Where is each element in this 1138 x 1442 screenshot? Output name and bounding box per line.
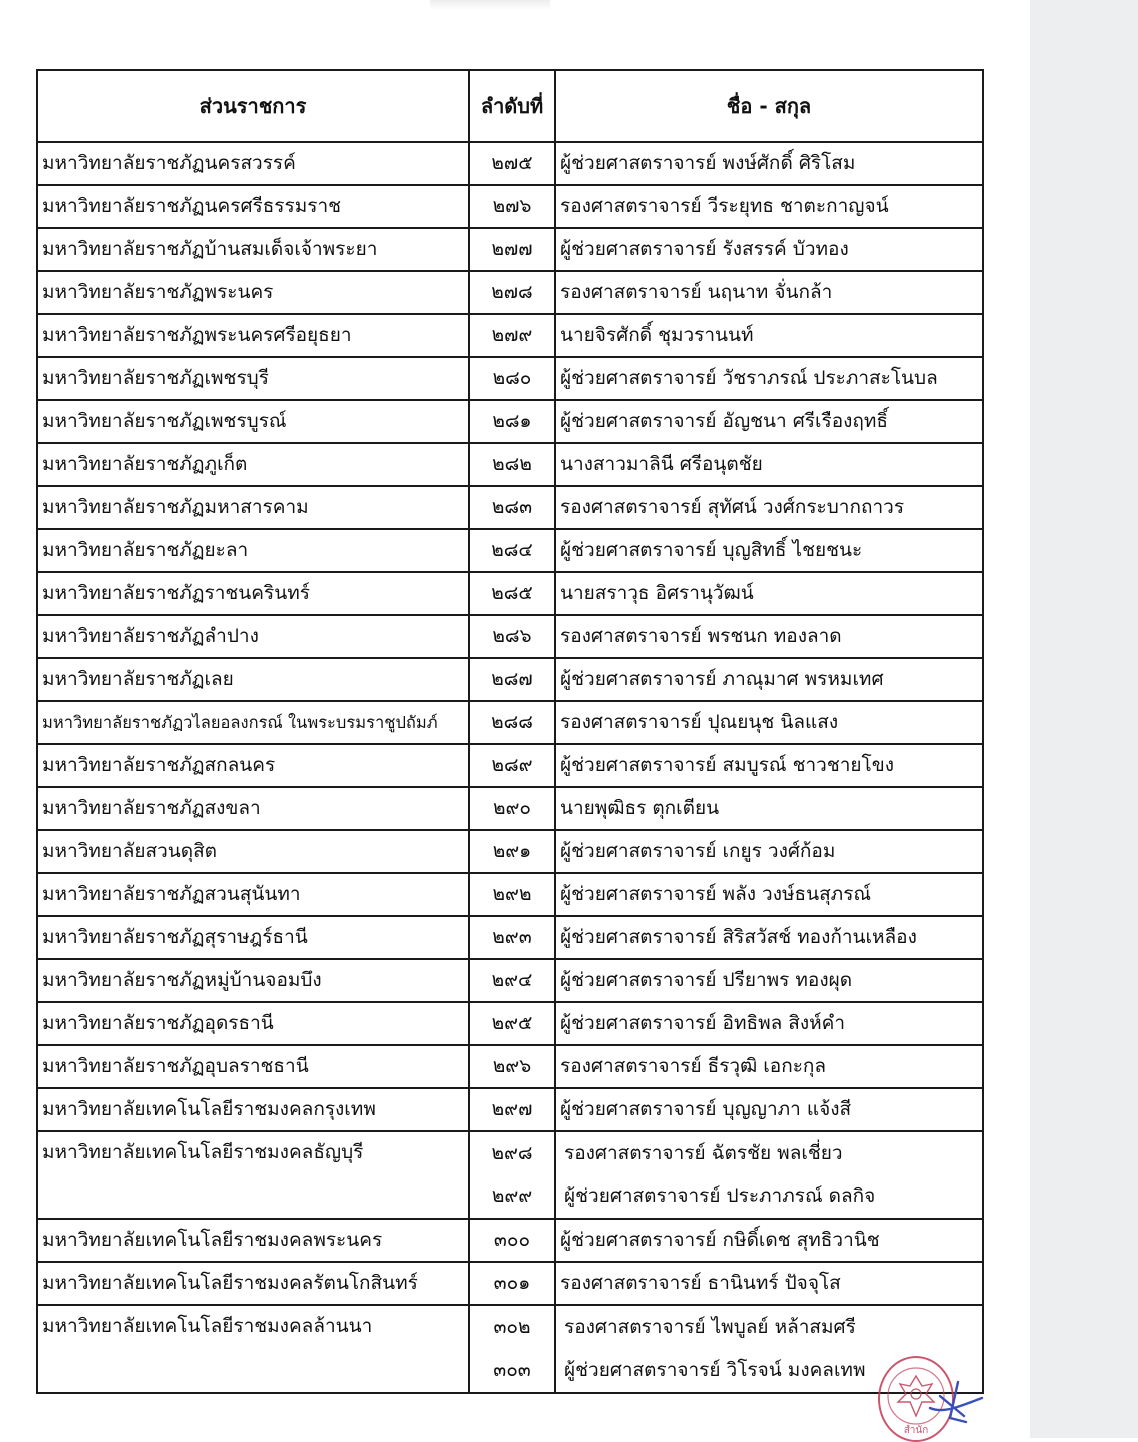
entry-number: ๓๐๓ (493, 1359, 531, 1381)
number-cell: ๒๙๒ (469, 873, 555, 916)
number-cell: ๒๙๔ (469, 959, 555, 1002)
person-cell: นายสราวุธ อิศรานุวัฒน์ (555, 572, 983, 615)
person-cell: รองศาสตราจารย์ นฤนาท จั่นกล้า (555, 271, 983, 314)
scan-smudge (430, 0, 550, 10)
number-cell: ๓๐๐ (469, 1219, 555, 1262)
table-row (37, 830, 983, 873)
entry-name: รองศาสตราจารย์ ฉัตรชัย พลเชี่ยว (564, 1142, 843, 1164)
number-cell: ๒๗๙ (469, 314, 555, 357)
agency-cell: มหาวิทยาลัยราชภัฏสงขลา (37, 787, 469, 830)
table-row (37, 744, 983, 787)
table-body (37, 142, 983, 1393)
table-row (37, 1131, 983, 1219)
agency-cell: มหาวิทยาลัยราชภัฏพระนคร (37, 271, 469, 314)
entry-number: ๓๐๒ (493, 1316, 531, 1338)
number-cell: ๓๐๑ (469, 1262, 555, 1305)
table-row (37, 572, 983, 615)
agency-cell: มหาวิทยาลัยเทคโนโลยีราชมงคลล้านนา (37, 1305, 469, 1393)
table-row (37, 486, 983, 529)
agency-cell: มหาวิทยาลัยเทคโนโลยีราชมงคลกรุงเทพ (37, 1088, 469, 1131)
person-cell: ผู้ช่วยศาสตราจารย์ เกยูร วงศ์ก้อม (555, 830, 983, 873)
agency-cell: มหาวิทยาลัยราชภัฏภูเก็ต (37, 443, 469, 486)
appointment-table (36, 69, 984, 1394)
agency-cell: มหาวิทยาลัยราชภัฏมหาสารคาม (37, 486, 469, 529)
person-cell: ผู้ช่วยศาสตราจารย์ บุญสิทธิ์ ไชยชนะ (555, 529, 983, 572)
header-number: ลำดับที่ (469, 70, 555, 142)
entry-number: ๒๙๘ (491, 1142, 533, 1164)
agency-cell: มหาวิทยาลัยราชภัฏสวนสุนันทา (37, 873, 469, 916)
agency-cell: มหาวิทยาลัยราชภัฏสุราษฎร์ธานี (37, 916, 469, 959)
header-name: ชื่อ - สกุล (555, 70, 983, 142)
table-row (37, 1045, 983, 1088)
agency-cell: มหาวิทยาลัยราชภัฏลำปาง (37, 615, 469, 658)
person-cell: ผู้ช่วยศาสตราจารย์ พงษ์ศักดิ์ ศิริโสม (555, 142, 983, 185)
person-cell: รองศาสตราจารย์ สุทัศน์ วงศ์กระบากถาวร (555, 486, 983, 529)
agency-cell: มหาวิทยาลัยราชภัฏอุบลราชธานี (37, 1045, 469, 1088)
person-cell: ผู้ช่วยศาสตราจารย์ สมบูรณ์ ชาวชายโขง (555, 744, 983, 787)
agency-cell: มหาวิทยาลัยราชภัฏเพชรบุรี (37, 357, 469, 400)
number-cell: ๒๙๗ (469, 1088, 555, 1131)
table-row (37, 658, 983, 701)
number-cell: ๒๗๖ (469, 185, 555, 228)
agency-cell: มหาวิทยาลัยราชภัฏนครศรีธรรมราช (37, 185, 469, 228)
person-cell: ผู้ช่วยศาสตราจารย์ สิริสวัสช์ ทองก้านเหลือง (555, 916, 983, 959)
person-cell: รองศาสตราจารย์ ธานินทร์ ปัจจุโส (555, 1262, 983, 1305)
person-cell: ผู้ช่วยศาสตราจารย์ วัชราภรณ์ ประภาสะโนบล (555, 357, 983, 400)
number-cell (469, 1131, 555, 1219)
number-cell: ๒๙๕ (469, 1002, 555, 1045)
number-cell: ๒๘๕ (469, 572, 555, 615)
person-cell: นายจิรศักดิ์ ชุมวรานนท์ (555, 314, 983, 357)
number-cell: ๒๙๐ (469, 787, 555, 830)
entry-name: รองศาสตราจารย์ ไพบูลย์ หล้าสมศรี (564, 1316, 856, 1338)
person-cell: รองศาสตราจารย์ วีระยุทธ ชาตะกาญจน์ (555, 185, 983, 228)
number-cell: ๒๘๙ (469, 744, 555, 787)
person-cell: รองศาสตราจารย์ ธีรวุฒิ เอกะกุล (555, 1045, 983, 1088)
person-cell: รองศาสตราจารย์ พรชนก ทองลาด (555, 615, 983, 658)
table-row (37, 615, 983, 658)
table-row (37, 1002, 983, 1045)
table-row (37, 228, 983, 271)
table-row (37, 529, 983, 572)
number-cell: ๒๘๓ (469, 486, 555, 529)
person-cell: นายพุฒิธร ตุกเตียน (555, 787, 983, 830)
number-cell: ๒๘๘ (469, 701, 555, 744)
number-cell (469, 1305, 555, 1393)
person-cell (555, 1131, 983, 1219)
table-row (37, 142, 983, 185)
person-cell: ผู้ช่วยศาสตราจารย์ อัญชนา ศรีเรืองฤทธิ์ (555, 400, 983, 443)
agency-cell: มหาวิทยาลัยเทคโนโลยีราชมงคลธัญบุรี (37, 1131, 469, 1219)
table-row (37, 314, 983, 357)
table-row (37, 873, 983, 916)
table-row (37, 701, 983, 744)
entry-name: ผู้ช่วยศาสตราจารย์ ประภาภรณ์ ดลกิจ (564, 1185, 876, 1207)
number-cell: ๒๘๖ (469, 615, 555, 658)
agency-cell: มหาวิทยาลัยราชภัฏยะลา (37, 529, 469, 572)
entry-name: ผู้ช่วยศาสตราจารย์ วิโรจน์ มงคลเทพ (564, 1359, 866, 1381)
person-cell: นางสาวมาลินี ศรีอนุตชัย (555, 443, 983, 486)
table-row (37, 1219, 983, 1262)
person-cell: ผู้ช่วยศาสตราจารย์ กษิดิ์เดช สุทธิวานิช (555, 1219, 983, 1262)
person-cell: ผู้ช่วยศาสตราจารย์ ปรียาพร ทองผุด (555, 959, 983, 1002)
person-cell: ผู้ช่วยศาสตราจารย์ อิทธิพล สิงห์คำ (555, 1002, 983, 1045)
table-row (37, 400, 983, 443)
agency-cell: มหาวิทยาลัยราชภัฏนครสวรรค์ (37, 142, 469, 185)
seal-text: สำนัก (903, 1425, 929, 1436)
person-cell: ผู้ช่วยศาสตราจารย์ พลัง วงษ์ธนสุภรณ์ (555, 873, 983, 916)
table-row (37, 959, 983, 1002)
signature-icon (920, 1378, 986, 1426)
table-row (37, 1262, 983, 1305)
table-row (37, 1088, 983, 1131)
number-cell: ๒๙๑ (469, 830, 555, 873)
number-cell: ๒๙๖ (469, 1045, 555, 1088)
agency-cell: มหาวิทยาลัยราชภัฏราชนครินทร์ (37, 572, 469, 615)
table-row (37, 916, 983, 959)
number-cell: ๒๙๓ (469, 916, 555, 959)
entry-number: ๒๙๙ (491, 1185, 533, 1207)
table-row (37, 185, 983, 228)
person-cell: ผู้ช่วยศาสตราจารย์ ภาณุมาศ พรหมเทศ (555, 658, 983, 701)
agency-cell: มหาวิทยาลัยเทคโนโลยีราชมงคลพระนคร (37, 1219, 469, 1262)
table-row (37, 357, 983, 400)
number-cell: ๒๘๔ (469, 529, 555, 572)
person-cell: ผู้ช่วยศาสตราจารย์ บุญญาภา แจ้งสี (555, 1088, 983, 1131)
number-cell: ๒๗๕ (469, 142, 555, 185)
number-cell: ๒๗๘ (469, 271, 555, 314)
agency-cell: มหาวิทยาลัยสวนดุสิต (37, 830, 469, 873)
number-cell: ๒๘๑ (469, 400, 555, 443)
person-cell: รองศาสตราจารย์ ปุณยนุช นิลแสง (555, 701, 983, 744)
number-cell: ๒๘๗ (469, 658, 555, 701)
agency-cell: มหาวิทยาลัยราชภัฏอุดรธานี (37, 1002, 469, 1045)
agency-cell: มหาวิทยาลัยราชภัฏหมู่บ้านจอมบึง (37, 959, 469, 1002)
agency-cell: มหาวิทยาลัยราชภัฏพระนครศรีอยุธยา (37, 314, 469, 357)
table-row (37, 1305, 983, 1393)
agency-cell: มหาวิทยาลัยราชภัฏเพชรบูรณ์ (37, 400, 469, 443)
scan-edge (1030, 0, 1138, 1438)
agency-cell: มหาวิทยาลัยราชภัฏบ้านสมเด็จเจ้าพระยา (37, 228, 469, 271)
person-cell: ผู้ช่วยศาสตราจารย์ รังสรรค์ บัวทอง (555, 228, 983, 271)
agency-cell: มหาวิทยาลัยราชภัฏสกลนคร (37, 744, 469, 787)
header-agency: ส่วนราชการ (37, 70, 469, 142)
table-row (37, 271, 983, 314)
number-cell: ๒๘๒ (469, 443, 555, 486)
agency-cell: มหาวิทยาลัยเทคโนโลยีราชมงคลรัตนโกสินทร์ (37, 1262, 469, 1305)
table-header-row (37, 70, 983, 142)
number-cell: ๒๗๗ (469, 228, 555, 271)
agency-cell: มหาวิทยาลัยราชภัฏเลย (37, 658, 469, 701)
table-row (37, 443, 983, 486)
table-row (37, 787, 983, 830)
agency-cell: มหาวิทยาลัยราชภัฏวไลยอลงกรณ์ ในพระบรมราชูปถัมภ์ (37, 701, 469, 744)
number-cell: ๒๘๐ (469, 357, 555, 400)
